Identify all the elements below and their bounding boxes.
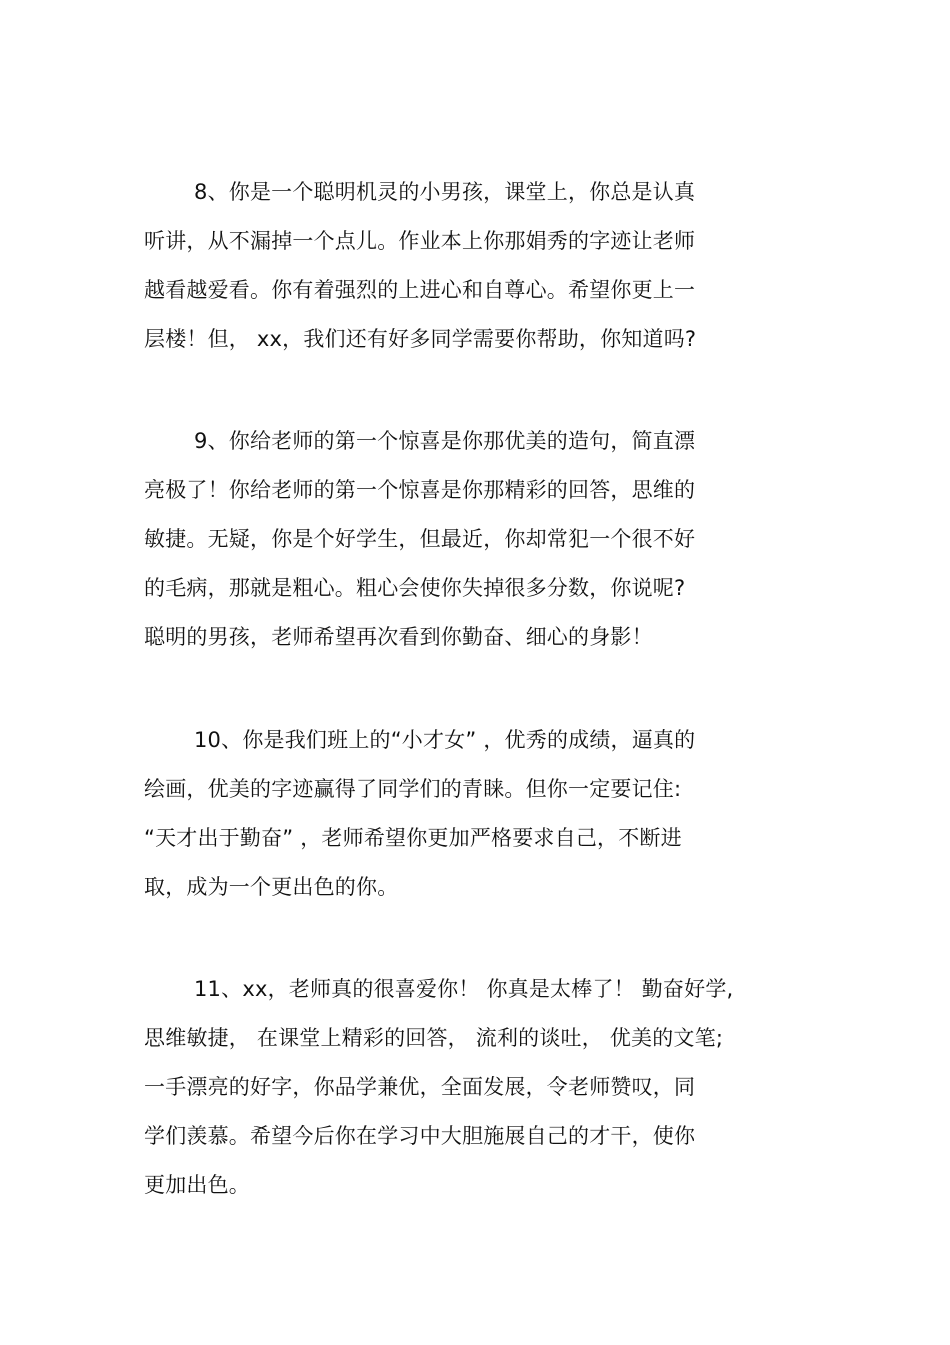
paragraph-line: 听讲，从不漏掉一个点儿。作业本上你那娟秀的字迹让老师	[144, 229, 696, 253]
paragraph-line: 越看越爱看。你有着强烈的上进心和自尊心。希望你更上一	[144, 278, 696, 302]
comment-paragraph-10	[144, 716, 804, 912]
paragraph-line: 9、你给老师的第一个惊喜是你那优美的造句，简直漂	[194, 429, 696, 453]
paragraph-line: 10、你是我们班上的“小才女” ，优秀的成绩，逼真的	[194, 728, 696, 752]
paragraph-line: 的毛病，那就是粗心。粗心会使你失掉很多分数，你说呢?	[144, 576, 686, 600]
paragraph-line: 11、xx，老师真的很喜爱你！ 你真是太棒了！ 勤奋好学,	[194, 977, 734, 1001]
paragraph-line: 敏捷。无疑，你是个好学生，但最近，你却常犯一个很不好	[144, 527, 696, 551]
paragraph-line: 更加出色。	[144, 1173, 250, 1197]
paragraph-line: 亮极了！你给老师的第一个惊喜是你那精彩的回答，思维的	[144, 478, 696, 502]
paragraph-line: 学们羡慕。希望今后你在学习中大胆施展自己的才干，使你	[144, 1124, 696, 1148]
paragraph-line: 8、你是一个聪明机灵的小男孩，课堂上，你总是认真	[194, 180, 696, 204]
paragraph-line: 绘画，优美的字迹赢得了同学们的青睐。但你一定要记住:	[144, 777, 682, 801]
paragraph-line: “天才出于勤奋” ，老师希望你更加严格要求自己，不断进	[144, 826, 682, 850]
paragraph-line: 聪明的男孩，老师希望再次看到你勤奋、细心的身影！	[144, 625, 653, 649]
paragraph-line: 层楼！但， xx，我们还有好多同学需要你帮助，你知道吗?	[144, 327, 697, 351]
comment-paragraph-9	[144, 417, 804, 662]
comment-paragraph-8	[144, 168, 804, 364]
paragraph-line: 思维敏捷， 在课堂上精彩的回答， 流利的谈吐， 优美的文笔;	[144, 1026, 724, 1050]
paragraph-line: 一手漂亮的好字，你品学兼优，全面发展，令老师赞叹，同	[144, 1075, 696, 1099]
comment-paragraph-11	[144, 965, 804, 1210]
paragraph-line: 取，成为一个更出色的你。	[144, 875, 399, 899]
